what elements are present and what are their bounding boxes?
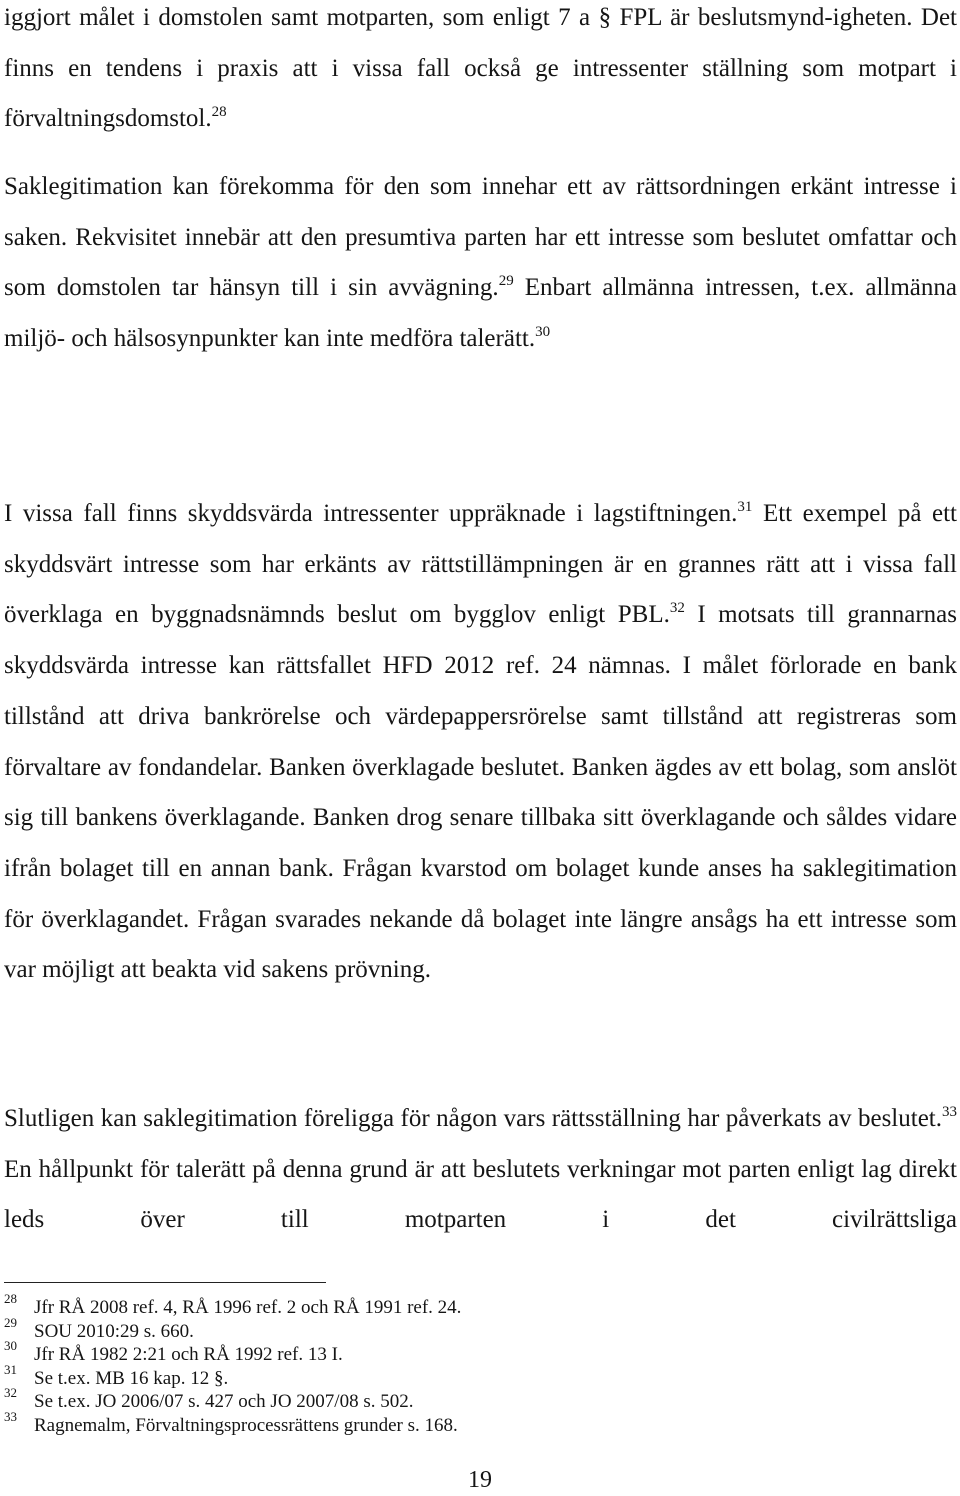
footnote-number: 32 — [4, 1385, 17, 1401]
footnote — [4, 1385, 904, 1414]
paragraph-text: Ett exempel på ett skyddsvärt intresse som har erkänts av rättstillämpningen är en grannes rätt att i vissa fall överklaga en byggnadsnämnds beslut om bygglov enligt PBL. — [4, 500, 957, 629]
footnote — [4, 1408, 904, 1438]
footnote — [4, 1338, 904, 1367]
paragraph-text: Saklegitimation kan förekomma för den som innehar ett av rättsordningen erkänt intresse i saken. Rekvisitet innebär att den presumtiva parten har ett intresse som beslutet omfattar och som domstolen tar hänsyn till i sin avvägning. — [4, 173, 957, 302]
footnote — [4, 1361, 904, 1391]
footnotes-list — [4, 1291, 904, 1438]
paragraph-text: Enbart allmänna intressen, t.ex. allmänna miljö- och hälsosynpunkter kan inte medföra talerätt. — [4, 274, 957, 353]
paragraph-text: iggjort målet i domstolen samt motparten, som enligt 7 a § FPL är beslutsmynd-igheten. Det finns en tendens i praxis att i vissa fall också ge intressenter ställning som motpart i förvaltningsdomstol. — [4, 4, 957, 133]
footnote-text: Se t.ex. JO 2006/07 s. 427 och JO 2007/08 s. 502. — [34, 1391, 414, 1413]
footnote-number: 30 — [4, 1338, 17, 1354]
footnote-reference[interactable]: 31 — [737, 498, 753, 515]
body-paragraph — [4, 0, 957, 145]
footnote-number: 29 — [4, 1314, 17, 1330]
body-paragraph — [4, 162, 957, 365]
footnote — [4, 1314, 904, 1344]
footnote-reference[interactable]: 28 — [211, 104, 227, 121]
footnote-number: 28 — [4, 1291, 17, 1306]
footnote-separator — [4, 1282, 326, 1283]
footnote-reference[interactable]: 33 — [942, 1103, 957, 1120]
footnote-text: Jfr RÅ 1982 2:21 och RÅ 1992 ref. 13 I. — [34, 1344, 343, 1366]
footnote-text: SOU 2010:29 s. 660. — [34, 1320, 194, 1342]
footnote-reference[interactable]: 32 — [669, 600, 685, 617]
paragraph-text: En hållpunkt för talerätt på denna grund är att beslutets verkningar mot parten enligt lag direkt leds över till motparten i det civilrättsliga — [4, 1155, 957, 1234]
footnote-reference[interactable]: 29 — [498, 273, 514, 290]
footnote-reference[interactable]: 30 — [535, 323, 551, 340]
footnote-number: 33 — [4, 1408, 17, 1424]
footnote-text: Ragnemalm, Förvaltningsprocessrättens grunder s. 168. — [34, 1414, 458, 1436]
footnote-number: 31 — [4, 1361, 17, 1377]
body-paragraph — [4, 1094, 957, 1246]
footnote-text: Se t.ex. MB 16 kap. 12 §. — [34, 1367, 229, 1389]
footnote — [4, 1291, 904, 1320]
paragraph-text: Slutligen kan saklegitimation föreligga för någon vars rättsställning har påverkats av beslutet. — [4, 1105, 942, 1132]
paragraph-text: I vissa fall finns skyddsvärda intressenter uppräknade i lagstiftningen. — [4, 500, 738, 527]
page-number: 19 — [468, 1467, 492, 1493]
footnote-text: Jfr RÅ 2008 ref. 4, RÅ 1996 ref. 2 och RÅ 1991 ref. 24. — [34, 1297, 462, 1318]
paragraph-text: I motsats till grannarnas skyddsvärda intresse kan rättsfallet HFD 2012 ref. 24 nämnas. I målet förlorade en bank tillstånd att driva bankrörelse och värdepappersrörelse samt tillstånd att registreras som förvaltare av fondandelar. Banken överklagade beslutet. Banken ägdes av ett bolag, som anslöt sig till bankens överklagande. Banken drog senare tillbaka sitt överklagande och såldes vidare ifrån bolaget till en annan bank. Frågan kvarstod om bolaget kunde anses ha saklegitimation för överklagandet. Frågan svarades nekande då bolaget inte längre ansågs ha ett intresse som var möjligt att beakta vid sakens prövning. — [4, 601, 957, 984]
body-paragraph — [4, 489, 957, 996]
